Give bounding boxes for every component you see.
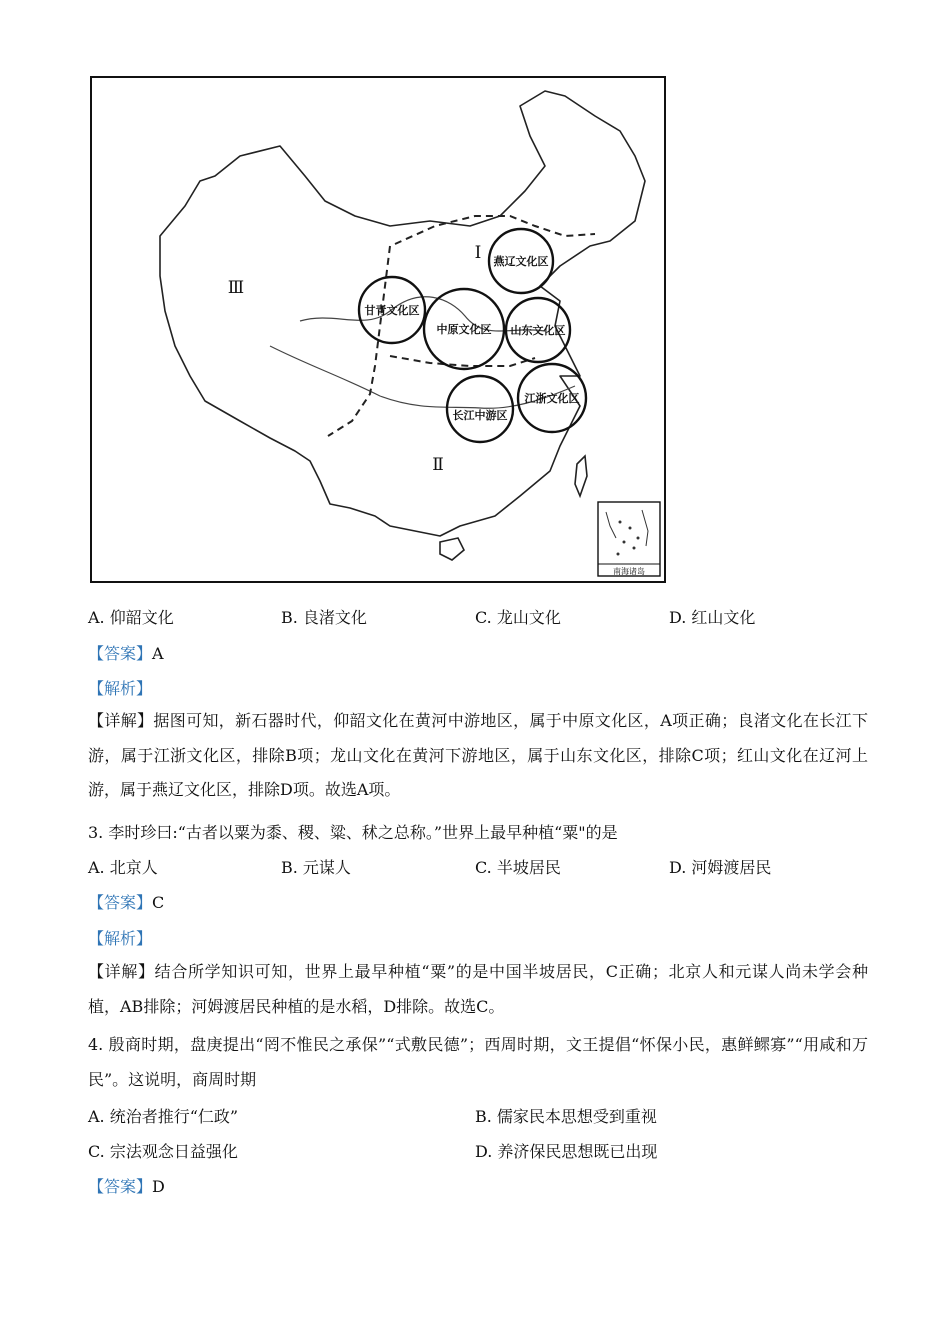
detail-text: 结合所学知识可知，世界上最早种植“粟”的是中国半坡居民，C正确；北京人和元谋人尚未学会种植，AB排除；河姆渡居民种植的是水稻，D排除。故选C。: [88, 962, 868, 1016]
q3-analysis-heading: [88, 929, 152, 949]
q4-answer: [88, 1177, 165, 1197]
q2-analysis-heading: [88, 679, 152, 699]
map-label-changjiang: 长江中游区: [452, 409, 508, 422]
q4-option-c: C. 宗法观念日益强化: [88, 1142, 238, 1161]
q3-answer: [88, 893, 164, 913]
answer-tag: 【答案】: [88, 893, 153, 912]
detail-tag: 【详解】: [88, 711, 154, 730]
q2-answer: [88, 644, 164, 664]
analysis-tag: 【解析】: [88, 929, 153, 948]
q4-stem: 4. 殷商时期，盘庚提出“罔不惟民之承保”“式敷民德”；西周时期，文王提倡“怀保小民，惠鲜鳏寡”“用咸和万民”。这说明，商周时期: [88, 1035, 868, 1089]
detail-text: 据图可知，新石器时代，仰韶文化在黄河中游地区，属于中原文化区，A项正确；良渚文化在长江下游，属于江浙文化区，排除B项；龙山文化在黄河下游地区，属于山东文化区，排除C项；红山文化在辽河上游，属于燕辽文化区，排除D项。故选A项。: [88, 711, 868, 799]
map-label-ganqing: 甘青文化区: [364, 304, 420, 317]
region-label-1: Ⅰ: [474, 243, 482, 263]
region-label-3: Ⅲ: [227, 278, 245, 298]
q4-option-a: A. 统治者推行“仁政”: [88, 1107, 239, 1126]
answer-value: C: [152, 893, 165, 912]
detail-tag: 【详解】: [88, 962, 155, 981]
answer-value: A: [152, 644, 164, 663]
q3-option-d: D. 河姆渡居民: [669, 858, 772, 877]
q2-detail: [88, 704, 868, 808]
q2-option-a: A. 仰韶文化: [88, 608, 174, 627]
answer-value: D: [152, 1177, 165, 1196]
answer-tag: 【答案】: [88, 1177, 153, 1196]
region-label-2: Ⅱ: [432, 455, 444, 475]
china-culture-map: [90, 76, 666, 583]
q4-option-b: B. 儒家民本思想受到重视: [475, 1107, 657, 1126]
q2-option-c: C. 龙山文化: [475, 608, 561, 627]
q3-detail: [88, 955, 868, 1024]
q3-option-b: B. 元谋人: [281, 858, 351, 877]
q2-option-d: D. 红山文化: [669, 608, 756, 627]
q3-option-a: A. 北京人: [88, 858, 158, 877]
analysis-tag: 【解析】: [88, 679, 153, 698]
south-china-sea-inset: [598, 502, 660, 576]
map-label-yanliao: 燕辽文化区: [493, 255, 549, 268]
q3-stem: 3. 李时珍曰:“古者以粟为黍、稷、粱、秫之总称。”世界上最早种植“粟"的是: [88, 823, 618, 842]
q4-option-d: D. 养济保民思想既已出现: [475, 1142, 658, 1161]
q3-option-c: C. 半坡居民: [475, 858, 561, 877]
q2-option-b: B. 良渚文化: [281, 608, 367, 627]
inset-label: 南海诸岛: [613, 567, 645, 576]
map-label-zhongyuan: 中原文化区: [436, 323, 492, 336]
map-label-jiangzhe: 江浙文化区: [524, 392, 580, 405]
answer-tag: 【答案】: [88, 644, 153, 663]
map-label-shandong: 山东文化区: [510, 324, 566, 337]
